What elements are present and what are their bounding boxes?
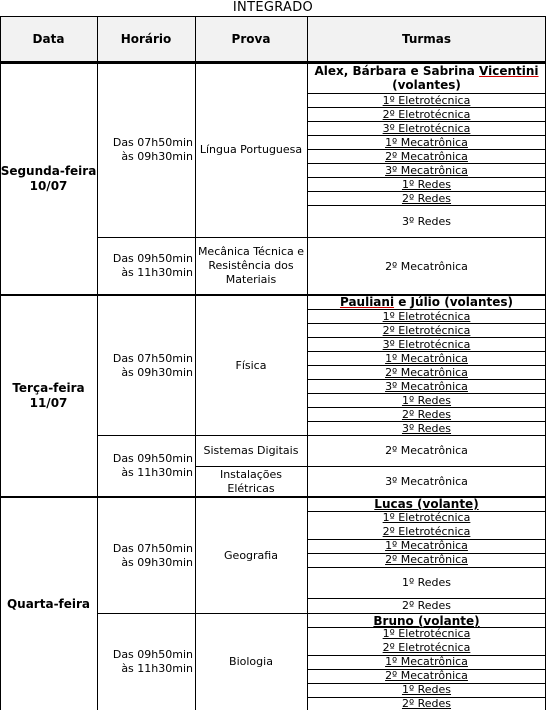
proctor-label (307, 64, 546, 78)
turma-item: 1º Mecatrônica (385, 136, 468, 149)
turma-item: 2º Redes (401, 408, 452, 421)
turma-item: 1º Mecatrônica (385, 655, 468, 668)
turma-item: 2º Eletrotécnica (382, 525, 471, 538)
turma-item: 3º Mecatrônica (385, 475, 468, 488)
exam-mecanica: Mecânica Técnica e Resistência dos Materiais (197, 245, 305, 286)
day-tuesday: Terça-feira 11/07 (12, 381, 85, 410)
header-horario: Horário (97, 16, 195, 62)
turma-item: 2º Eletrotécnica (382, 324, 471, 337)
turma-item: 1º Eletrotécnica (382, 310, 471, 323)
exam-sistemas: Sistemas Digitais (203, 444, 299, 457)
turma-item: 1º Redes (401, 178, 452, 191)
row-divider (307, 511, 546, 512)
proctor-name-flagged: Vicentini (479, 64, 539, 78)
turma-item: 1º Mecatrônica (385, 352, 468, 365)
column-divider (195, 16, 196, 710)
time-slot: Das 07h50min às 09h30min (112, 351, 193, 379)
row-divider (307, 567, 546, 568)
turma-item: 2º Mecatrônica (385, 366, 468, 379)
turma-item: 3º Mecatrônica (385, 380, 468, 393)
proctor-names: Bruno (volante) (373, 614, 480, 628)
proctor-names: Lucas (volante) (374, 497, 479, 511)
exam-fisica: Física (235, 358, 267, 372)
time-slot: Das 07h50min às 09h30min (112, 136, 193, 163)
day-monday: Segunda-feira 10/07 (0, 163, 97, 193)
turma-item: 2º Eletrotécnica (382, 641, 471, 654)
turma-item: 2º Redes (401, 192, 452, 205)
turma-item: 2º Mecatrônica (385, 444, 468, 457)
turma-item: 3º Eletrotécnica (382, 338, 471, 351)
header-data: Data (0, 16, 97, 62)
proctor-label-cont: (volantes) (392, 78, 461, 92)
turma-item: 1º Redes (401, 394, 452, 407)
header-turmas: Turmas (307, 16, 546, 62)
column-divider (97, 16, 98, 710)
exam-instalacoes: Instalações Elétricas (219, 467, 283, 495)
turma-item: 3º Eletrotécnica (382, 122, 471, 135)
turma-item: 3º Mecatrônica (385, 164, 468, 177)
turma-item: 2º Mecatrônica (385, 669, 468, 682)
exam-portugues: Língua Portuguesa (199, 143, 303, 156)
turma-item: 1º Eletrotécnica (382, 511, 471, 524)
proctor-label (307, 295, 546, 309)
exam-biologia: Biologia (229, 655, 273, 668)
turma-item: 2º Mecatrônica (385, 150, 468, 163)
turma-item: 2º Eletrotécnica (382, 108, 471, 121)
turma-item: 1º Redes (401, 576, 452, 589)
proctor-name-flagged: Pauliani (339, 295, 395, 309)
turma-item: 2º Redes (401, 599, 452, 612)
turma-item: 1º Mecatrônica (385, 539, 468, 552)
turma-item: 2º Redes (401, 697, 452, 710)
row-divider (307, 205, 546, 206)
time-slot: Das 09h50min às 11h30min (112, 648, 193, 675)
page-title: INTEGRADO (232, 0, 314, 15)
turma-item: 3º Redes (401, 215, 452, 228)
turma-item: 2º Mecatrônica (385, 260, 468, 273)
time-slot: Das 07h50min às 09h30min (112, 541, 193, 569)
proctor-names: Alex, Bárbara e Sabrina (314, 64, 480, 78)
turma-item: 2º Mecatrônica (385, 553, 468, 566)
header-prova: Prova (195, 16, 307, 62)
time-slot: Das 09h50min às 11h30min (112, 452, 193, 479)
exam-geografia: Geografia (224, 548, 278, 562)
time-slot: Das 09h50min às 11h30min (112, 252, 193, 279)
turma-item: 1º Eletrotécnica (382, 94, 471, 107)
row-divider (307, 627, 546, 628)
turma-item: 1º Redes (401, 683, 452, 696)
proctor-names: e Júlio (volantes) (394, 295, 514, 309)
day-wednesday: Quarta-feira (6, 596, 91, 611)
turma-item: 3º Redes (401, 422, 452, 435)
turma-item: 1º Eletrotécnica (382, 627, 471, 640)
